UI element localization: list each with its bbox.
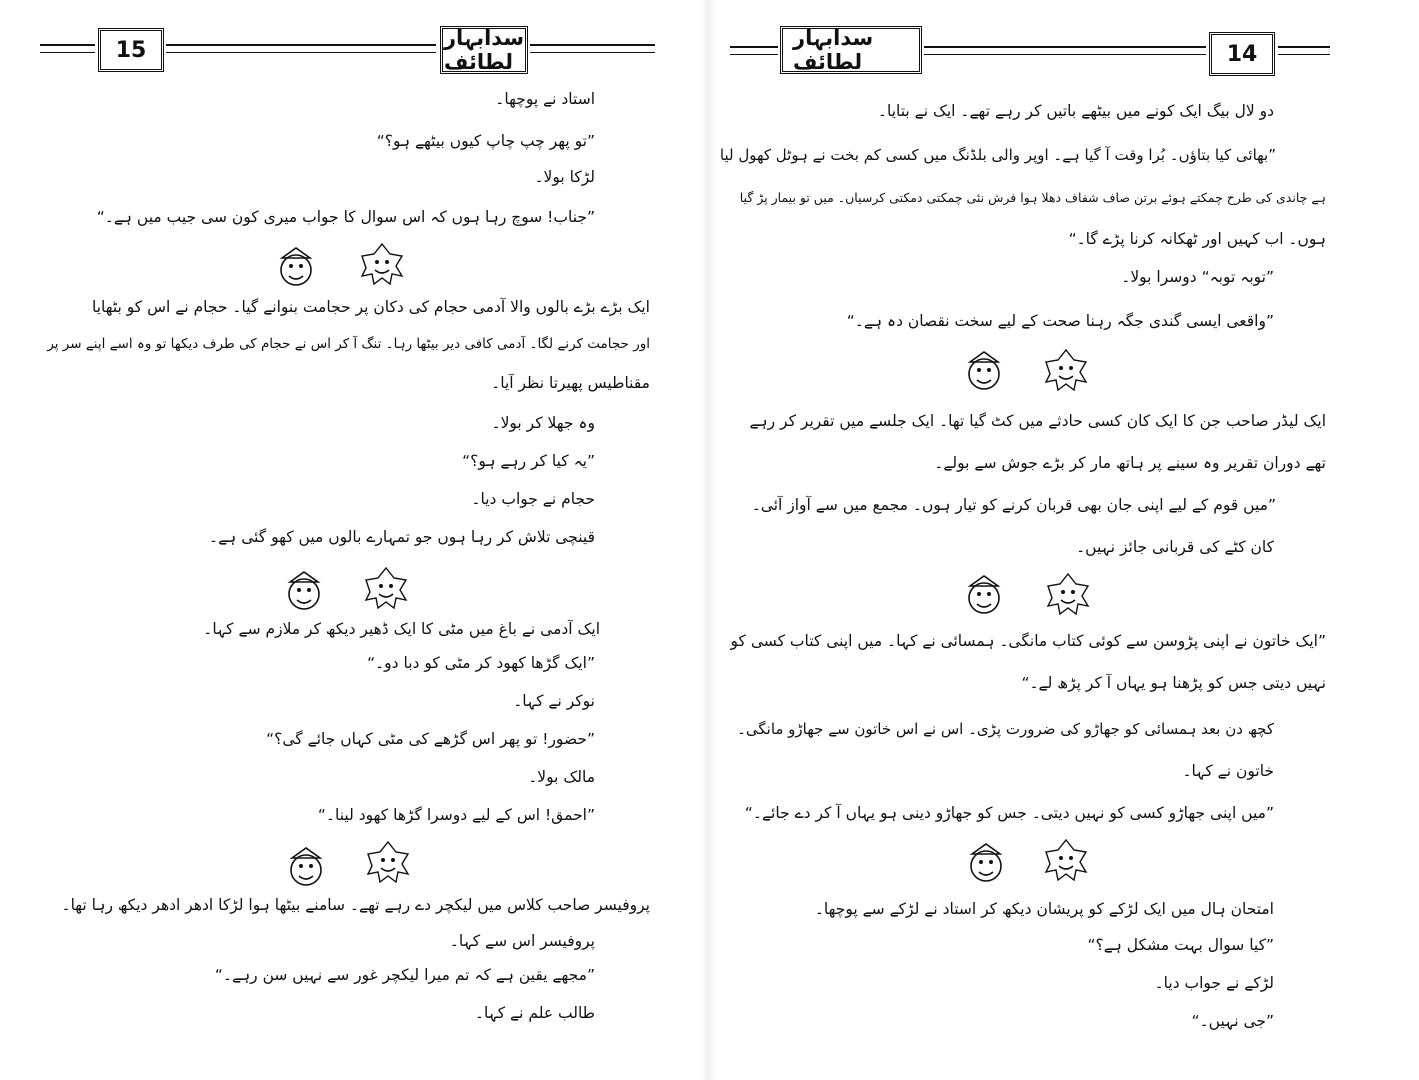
text-line: مقناطیس پھیرتا نظر آیا۔ bbox=[491, 374, 650, 392]
book-title: سدابہار لطائف bbox=[780, 26, 922, 74]
header-rule bbox=[924, 46, 1206, 48]
header-rule bbox=[40, 44, 95, 46]
text-line: ”ایک گڑھا کھود کر مٹی کو دبا دو۔“ bbox=[367, 654, 595, 672]
cartoon-face-icon bbox=[282, 842, 330, 888]
cartoon-face-icon bbox=[1044, 568, 1090, 616]
header-rule bbox=[1278, 54, 1330, 55]
text-line: نہیں دیتی جس کو پڑھنا ہو یہاں آ کر پڑھ لے۔“ bbox=[1021, 674, 1326, 692]
page-15 bbox=[0, 0, 705, 1080]
page-number: 15 bbox=[98, 28, 164, 72]
header-rule bbox=[530, 44, 655, 46]
cartoon-face-icon bbox=[362, 562, 408, 610]
text-line: استاد نے پوچھا۔ bbox=[495, 90, 595, 108]
text-line: ”یہ کیا کر رہے ہو؟“ bbox=[462, 452, 595, 470]
text-line: ”حضور! تو پھر اس گڑھے کی مٹی کہاں جائے گی؟“ bbox=[266, 730, 595, 748]
header-rule bbox=[924, 54, 1206, 55]
header-rule bbox=[166, 44, 436, 46]
text-line: پروفیسر اس سے کہا۔ bbox=[449, 932, 595, 950]
cartoon-face-icon bbox=[960, 346, 1008, 392]
cartoon-face-icon bbox=[272, 242, 320, 288]
text-line: حجام نے جواب دیا۔ bbox=[471, 490, 595, 508]
text-line: ”جناب! سوچ رہا ہوں کہ اس سوال کا جواب میری کون سی جیب میں ہے۔“ bbox=[96, 208, 595, 226]
header-rule bbox=[1278, 46, 1330, 48]
text-line: ”تو پھر چپ چاپ کیوں بیٹھے ہو؟“ bbox=[376, 132, 595, 150]
text-line: ”میں اپنی جھاڑو کسی کو نہیں دیتی۔ جس کو جھاڑو دینی ہو یہاں آ کر دے جائے۔“ bbox=[744, 804, 1274, 822]
text-line: ہے چاندی کی طرح چمکتے ہوئے برتن صاف شفاف دھلا ہوا فرش نئی چمکتی دمکتی کرسیاں۔ میں تو بیمار پڑ گیا bbox=[739, 190, 1326, 205]
cartoon-face-icon bbox=[364, 836, 410, 884]
text-line: کان کٹے کی قربانی جائز نہیں۔ bbox=[1076, 538, 1274, 556]
text-line: قینچی تلاش کر رہا ہوں جو تمہارے بالوں میں کھو گئی ہے۔ bbox=[209, 528, 595, 546]
cartoon-face-icon bbox=[1042, 344, 1088, 392]
text-line: لڑکے نے جواب دیا۔ bbox=[1154, 974, 1274, 992]
header-rule bbox=[530, 52, 655, 53]
cartoon-face-icon bbox=[1042, 834, 1088, 882]
text-line: پروفیسر صاحب کلاس میں لیکچر دے رہے تھے۔ سامنے بیٹھا ہوا لڑکا ادھر ادھر دیکھ رہا تھا۔ bbox=[61, 896, 650, 914]
text-line: خاتون نے کہا۔ bbox=[1182, 762, 1274, 780]
text-line: ایک لیڈر صاحب جن کا ایک کان کسی حادثے میں کٹ گیا تھا۔ ایک جلسے میں تقریر کر رہے bbox=[749, 412, 1326, 430]
page-body bbox=[30, 90, 650, 1050]
text-line: ایک آدمی نے باغ میں مٹی کا ایک ڈھیر دیکھ کر ملازم سے کہا۔ bbox=[203, 620, 600, 638]
text-line: ایک بڑے بڑے بالوں والا آدمی حجام کی دکان پر حجامت بنوانے گیا۔ حجام نے اس کو بٹھایا bbox=[91, 298, 650, 316]
cartoon-face-icon bbox=[960, 570, 1008, 616]
page-body bbox=[720, 96, 1326, 1046]
text-line: ”ایک خاتون نے اپنی پڑوسن سے کوئی کتاب مانگی۔ ہمسائی نے کہا۔ میں اپنی کتاب کسی کو bbox=[730, 632, 1326, 650]
text-line: ”کیا سوال بہت مشکل ہے؟“ bbox=[1087, 936, 1274, 954]
header-rule bbox=[166, 52, 436, 53]
cartoon-face-icon bbox=[358, 238, 404, 286]
text-line: ”میں قوم کے لیے اپنی جان بھی قربان کرنے کو تیار ہوں۔ مجمع میں سے آواز آئی۔ bbox=[751, 496, 1276, 514]
cartoon-face-icon bbox=[962, 838, 1010, 884]
text-line: اور حجامت کرنے لگا۔ آدمی کافی دیر بیٹھا رہا۔ تنگ آ کر اس نے حجام کی طرف دیکھا تو وہ اسے اپنے سر پر bbox=[47, 336, 650, 352]
page-14 bbox=[712, 0, 1419, 1080]
text-line: کچھ دن بعد ہمسائی کو جھاڑو کی ضرورت پڑی۔ اس نے اس خاتون سے جھاڑو مانگی۔ bbox=[737, 720, 1274, 738]
text-line: ”مجھے یقین ہے کہ تم میرا لیکچر غور سے نہیں سن رہے۔“ bbox=[214, 966, 595, 984]
text-line: وہ جھلا کر بولا۔ bbox=[491, 414, 595, 432]
header-rule bbox=[730, 46, 778, 48]
book-title: سدابہار لطائف bbox=[440, 26, 528, 74]
text-line: نوکر نے کہا۔ bbox=[513, 692, 595, 710]
text-line: ”واقعی ایسی گندی جگہ رہنا صحت کے لیے سخت نقصان دہ ہے۔“ bbox=[846, 312, 1274, 330]
text-line: ”احمق! اس کے لیے دوسرا گڑھا کھود لینا۔“ bbox=[317, 806, 595, 824]
text-line: امتحان ہال میں ایک لڑکے کو پریشان دیکھ کر استاد نے لڑکے سے پوچھا۔ bbox=[814, 900, 1274, 918]
text-line: ”بھائی کیا بتاؤں۔ بُرا وقت آ گیا ہے۔ اوپر والی بلڈنگ میں کسی کم بخت نے ہوٹل کھول لیا bbox=[719, 146, 1276, 164]
header-rule bbox=[40, 52, 95, 53]
text-line: دو لال بیگ ایک کونے میں بیٹھے باتیں کر رہے تھے۔ ایک نے بتایا۔ bbox=[877, 102, 1274, 120]
text-line: تھے دوران تقریر وہ سینے پر ہاتھ مار کر بڑے جوش سے بولے۔ bbox=[934, 454, 1326, 472]
cartoon-face-icon bbox=[280, 566, 328, 612]
page-number: 14 bbox=[1209, 32, 1275, 76]
text-line: لڑکا بولا۔ bbox=[534, 168, 595, 186]
header-rule bbox=[730, 54, 778, 55]
text-line: ”توبہ توبہ“ دوسرا بولا۔ bbox=[1121, 268, 1274, 286]
text-line: ہوں۔ اب کہیں اور ٹھکانہ کرنا پڑے گا۔“ bbox=[1068, 230, 1326, 248]
text-line: طالب علم نے کہا۔ bbox=[474, 1004, 595, 1022]
text-line: مالک بولا۔ bbox=[528, 768, 595, 786]
text-line: ”جی نہیں۔“ bbox=[1191, 1012, 1274, 1030]
